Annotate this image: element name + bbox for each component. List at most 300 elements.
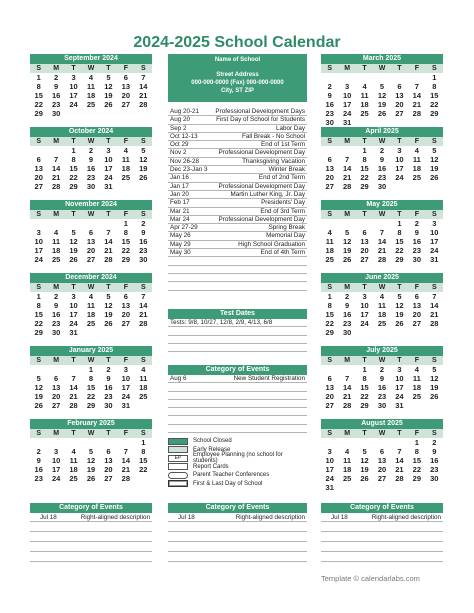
day-cell: 20 [86,246,96,255]
weekday-label: M [344,138,351,145]
day-cell: 29 [121,255,131,264]
month-heading: July 2025 [321,346,443,356]
day-cell: 3 [345,82,350,91]
event-desc: Winter Break [268,166,305,174]
day-cell: 15 [395,237,404,246]
event-date: Aug 20 [170,116,190,124]
blank-line [168,416,307,424]
event-date: May 26 [170,232,191,240]
blank-line [168,282,307,290]
day-cell: 27 [34,182,43,191]
day-cell: 27 [377,474,387,483]
event-row [168,199,307,207]
day-cell: 22 [412,465,422,474]
day-grid [30,438,152,483]
day-cell: 20 [104,465,113,474]
weekday-label: W [378,284,386,291]
day-cell: 17 [69,310,78,319]
day-cell: 13 [360,237,369,246]
day-cell [82,109,99,118]
weekday-label: T [106,211,111,218]
day-cell: 21 [412,100,422,109]
weekday-label: T [397,357,402,364]
day-cell: 9 [141,228,146,237]
legend-swatch [168,446,188,453]
day-cell [391,483,408,492]
day-cell: 23 [377,392,387,401]
weekday-label: W [378,357,386,364]
day-cell: 12 [139,155,148,164]
day-cell [373,438,390,447]
legend-swatch: EP [168,455,188,462]
event-date: Jul 18 [331,514,348,521]
day-cell [356,118,373,127]
day-cell [47,365,64,374]
weekday-label: W [87,284,95,291]
day-cell [321,365,338,374]
day-cell [373,118,390,127]
day-cell: 7 [345,155,350,164]
month-calendar [30,346,152,419]
day-cell: 1 [414,438,419,447]
day-cell: 25 [139,392,148,401]
weekday-label: M [53,284,60,291]
day-cell: 4 [88,292,94,301]
day-cell: 26 [69,255,78,264]
day-cell: 17 [121,383,131,392]
weekday-label: S [327,211,333,218]
day-cell: 7 [379,228,385,237]
day-cell: 10 [51,456,61,465]
day-cell: 14 [395,456,404,465]
weekday-label: S [431,357,437,364]
month-calendar [321,54,443,127]
blank-line [168,532,307,542]
day-cell: 3 [123,365,128,374]
day-cell: 9 [379,155,385,164]
day-cell: 20 [395,100,404,109]
day-cell: 20 [325,392,334,401]
event-date: Aug 20-21 [170,108,200,115]
day-cell: 13 [377,456,387,465]
weekday-label: T [106,65,111,72]
day-cell: 6 [397,82,402,91]
day-grid [321,219,443,264]
day-cell: 7 [141,73,146,82]
day-cell: 10 [430,228,439,237]
day-cell: 11 [69,456,78,465]
month-calendar [30,273,152,346]
weekday-label: F [123,430,128,437]
day-cell: 11 [343,456,352,465]
day-cell: 20 [377,465,387,474]
day-cell: 5 [36,374,41,383]
day-cell [100,219,117,228]
day-cell: 16 [342,310,352,319]
day-cell: 24 [34,255,43,264]
day-cell: 26 [86,474,96,483]
template-credit[interactable]: Template © calendarlabs.com [321,574,420,583]
weekday-label: W [87,138,95,145]
day-cell [321,146,338,155]
day-cell: 9 [414,228,419,237]
day-cell [100,109,117,118]
event-date: Mar 21 [170,207,190,215]
legend-label: First & Last Day of School [193,480,263,487]
event-desc: Right-aligned description [235,514,305,521]
event-date: Aug 6 [170,375,187,382]
day-cell [408,401,425,410]
day-cell: 24 [121,392,131,401]
day-cell [82,328,99,337]
weekday-label: S [140,357,146,364]
event-row [168,224,307,232]
event-desc: Thanksgiving Vacation [242,157,305,165]
day-cell: 11 [139,374,148,383]
weekday-label: S [140,65,146,72]
blank-line [168,344,307,352]
day-cell: 18 [51,246,61,255]
day-cell: 27 [360,255,369,264]
legend [168,437,307,488]
day-cell: 21 [104,246,113,255]
day-cell [321,73,338,82]
day-cell: 7 [432,292,437,301]
day-cell: 20 [121,91,131,100]
day-grid [321,438,443,492]
weekday-row [321,356,443,365]
weekday-label: M [344,284,351,291]
weekday-label: S [140,430,146,437]
day-cell: 1 [327,292,332,301]
day-cell: 31 [395,401,404,410]
day-cell: 16 [377,164,387,173]
day-cell: 28 [104,255,113,264]
legend-item [168,454,307,463]
day-cell: 8 [362,374,367,383]
day-cell: 15 [325,310,334,319]
weekday-label: S [327,65,333,72]
day-cell: 26 [342,255,352,264]
weekday-row [30,283,152,292]
day-cell: 13 [412,301,422,310]
day-cell: 3 [71,292,76,301]
legend-label: Report Cards [193,463,229,470]
day-cell: 9 [345,301,350,310]
day-cell: 31 [342,118,352,127]
day-cell: 25 [412,392,422,401]
day-cell: 28 [342,182,352,191]
weekday-label: S [140,284,146,291]
weekday-label: T [106,357,111,364]
day-cell: 19 [69,246,78,255]
day-cell: 4 [414,146,419,155]
day-cell: 1 [88,365,94,374]
category-event [168,375,307,383]
day-cell: 29 [412,474,422,483]
day-cell: 27 [325,182,334,191]
day-cell [65,438,82,447]
day-cell: 18 [325,246,334,255]
day-cell: 30 [342,328,352,337]
weekday-label: T [397,65,402,72]
right-months [321,54,443,492]
legend-swatch [168,480,188,487]
event-row [168,183,307,191]
day-cell: 10 [121,374,131,383]
weekday-label: S [36,284,42,291]
day-cell: 2 [432,438,437,447]
day-cell: 15 [430,91,439,100]
legend-label: Parent Teacher Conferences [193,472,270,479]
event-desc: Fall Break - No School [242,132,305,140]
day-cell [356,328,373,337]
day-cell [356,73,373,82]
weekday-label: T [106,284,111,291]
day-cell: 24 [395,392,404,401]
day-cell: 8 [88,374,94,383]
weekday-label: M [344,430,351,437]
day-cell [356,438,373,447]
event-date: Jan 16 [170,174,189,182]
event-date: Oct 12-13 [170,132,198,140]
month-calendar [321,127,443,200]
day-cell [356,219,373,228]
weekday-label: F [123,284,128,291]
day-cell: 14 [139,82,148,91]
weekday-label: T [71,357,76,364]
day-cell: 2 [141,219,146,228]
blank-line [30,522,152,532]
weekday-label: S [140,138,146,145]
weekday-label: T [397,211,402,218]
day-cell: 2 [414,219,419,228]
day-cell: 21 [69,392,78,401]
day-cell: 4 [71,447,76,456]
day-cell: 6 [36,155,41,164]
day-cell [391,328,408,337]
weekday-label: W [87,430,95,437]
day-cell: 11 [87,301,95,310]
day-cell: 16 [51,91,61,100]
day-cell [30,365,47,374]
day-grid [30,73,152,118]
day-cell: 3 [432,219,437,228]
day-cell [338,438,355,447]
day-cell: 2 [88,146,94,155]
event-date: Jan 20 [170,190,189,198]
day-cell: 23 [86,173,96,182]
day-cell: 12 [104,301,113,310]
day-cell: 22 [430,100,439,109]
weekday-label: F [123,65,128,72]
day-cell: 8 [123,228,128,237]
legend-swatch [168,472,188,479]
day-cell [47,219,64,228]
day-cell: 25 [342,474,352,483]
day-cell: 5 [106,73,111,82]
day-cell: 18 [360,100,369,109]
event-row [168,125,307,133]
blank-line [168,552,307,562]
month-heading: August 2025 [321,419,443,429]
legend-label: Employee Planning (no school for students) [193,452,283,465]
day-cell: 17 [395,164,404,173]
day-cell: 20 [412,310,422,319]
day-cell: 7 [106,228,111,237]
day-cell: 17 [104,164,113,173]
day-cell: 19 [104,91,113,100]
day-cell: 14 [430,301,439,310]
day-cell: 28 [69,401,78,410]
day-cell: 5 [379,82,385,91]
day-cell: 3 [106,146,111,155]
day-cell: 14 [104,237,113,246]
left-months [30,54,152,492]
day-cell: 19 [395,310,404,319]
day-cell: 12 [360,456,369,465]
weekday-row [30,356,152,365]
day-cell: 11 [325,237,334,246]
weekday-label: M [53,430,60,437]
event-date: Oct 29 [170,141,189,149]
month-calendar [30,200,152,273]
day-cell: 22 [360,173,369,182]
day-cell: 23 [430,465,439,474]
day-cell: 5 [71,228,76,237]
day-grid [30,219,152,264]
day-cell: 22 [139,465,148,474]
day-cell: 17 [360,310,369,319]
event-desc: Professional Development Day [218,149,305,157]
day-cell: 10 [69,301,78,310]
day-cell: 12 [34,383,43,392]
school-name: Name of School [214,57,261,63]
day-cell [82,219,99,228]
day-cell: 16 [430,456,439,465]
day-cell: 13 [86,237,96,246]
day-grid [321,73,443,127]
day-grid [321,146,443,191]
weekday-label: T [362,65,367,72]
day-cell [426,118,443,127]
day-cell: 11 [87,82,95,91]
day-cell: 15 [69,164,78,173]
weekday-label: T [362,430,367,437]
blank-line [321,532,443,542]
weekday-label: T [397,430,402,437]
weekday-label: F [123,138,128,145]
test-dates-heading: Test Dates [168,309,307,319]
weekday-label: F [414,211,419,218]
day-cell: 2 [345,292,350,301]
event-row [168,108,307,116]
weekday-label: S [36,211,42,218]
day-cell: 31 [121,401,131,410]
day-cell: 13 [104,456,113,465]
day-cell: 17 [395,383,404,392]
event-row [168,141,307,149]
day-cell: 21 [51,173,61,182]
day-cell: 23 [104,392,113,401]
day-cell [135,474,152,483]
day-cell: 10 [395,374,404,383]
weekday-label: S [36,138,42,145]
day-cell: 9 [36,456,41,465]
event-row [168,174,307,182]
day-cell: 6 [106,447,111,456]
day-cell: 5 [88,447,94,456]
day-cell: 27 [412,319,422,328]
day-cell [408,328,425,337]
day-cell: 23 [139,246,148,255]
day-cell: 18 [69,465,78,474]
day-cell: 17 [342,100,352,109]
day-cell: 5 [141,146,146,155]
day-cell: 19 [360,465,369,474]
category-events-middle [168,365,307,433]
weekday-label: T [106,138,111,145]
test-dates-text: Tests: 9/8, 10/27, 12/8, 2/9, 4/13, 6/8 [168,319,307,327]
day-cell: 4 [345,447,350,456]
day-cell: 29 [430,109,439,118]
day-cell: 10 [69,82,78,91]
day-cell: 11 [412,374,421,383]
day-cell: 14 [342,383,352,392]
category-heading: Category of Events [168,365,307,375]
day-cell [426,328,443,337]
day-cell: 9 [379,374,385,383]
day-grid [321,365,443,410]
day-cell: 6 [414,292,419,301]
event-desc: Presidents' Day [261,199,305,207]
event-row [168,216,307,224]
day-cell: 30 [430,474,439,483]
day-cell: 16 [325,100,334,109]
day-cell: 27 [325,401,334,410]
day-cell: 5 [345,228,350,237]
day-cell: 28 [139,100,148,109]
event-date: Jul 18 [40,514,57,521]
day-cell: 19 [342,246,352,255]
event-desc: High School Graduation [238,240,305,248]
event-row [168,116,307,124]
weekday-label: S [327,138,333,145]
day-cell: 28 [377,255,387,264]
weekday-label: S [140,211,146,218]
day-cell [117,328,134,337]
day-cell: 5 [397,292,402,301]
weekday-label: T [71,430,76,437]
day-cell: 21 [121,465,131,474]
weekday-label: T [71,284,76,291]
day-cell: 29 [325,328,334,337]
event-desc: New Student Registration [233,375,305,382]
event-desc: First Day of School for Students [216,116,305,124]
day-cell: 5 [432,365,437,374]
day-cell: 30 [104,401,113,410]
day-cell: 22 [86,392,96,401]
day-grid [30,146,152,191]
day-cell: 24 [69,319,78,328]
event-row [168,158,307,166]
day-cell: 12 [86,456,96,465]
day-cell: 29 [86,401,96,410]
day-cell: 25 [121,173,131,182]
day-cell: 31 [104,182,113,191]
month-heading: October 2024 [30,127,152,137]
blank-line [30,542,152,552]
